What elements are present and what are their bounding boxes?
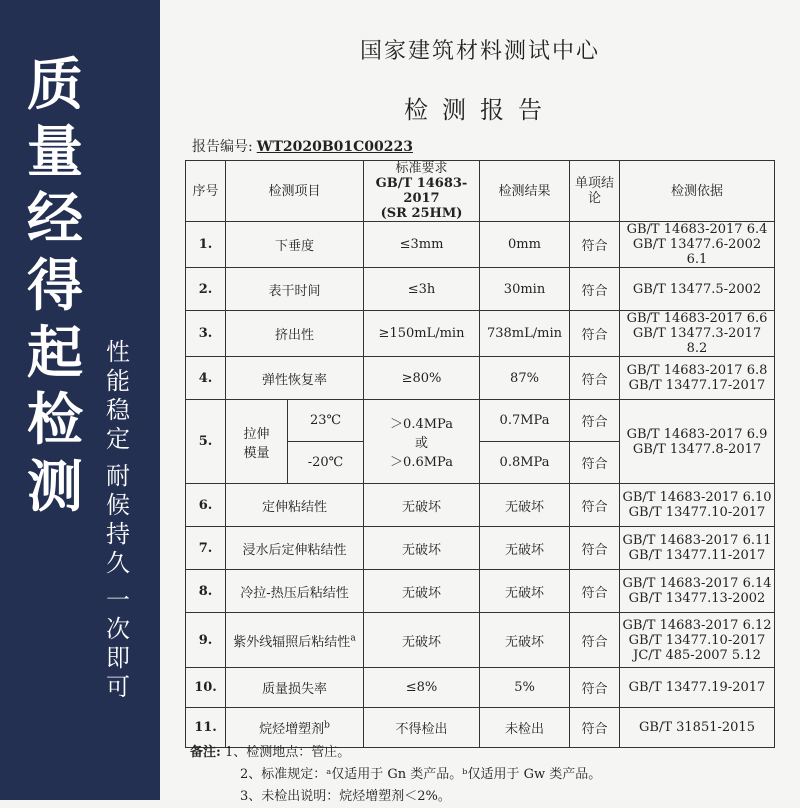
cell-no: 11. [186, 708, 226, 748]
test-results-table [185, 160, 775, 748]
table-row [186, 613, 775, 668]
cell-basis: GB/T 13477.5-2002 [620, 268, 775, 311]
basis-line: GB/T 13477.8-2017 [632, 441, 762, 457]
cell-requirement: 无破坏 [364, 484, 480, 527]
basis-line: GB/T 13477.6-2002 6.1 [632, 237, 762, 267]
cell-item [226, 400, 288, 484]
table-row [186, 484, 775, 527]
table-row [186, 527, 775, 570]
basis-line: GB/T 13477.10-2017 [628, 505, 766, 520]
basis-line: GB/T 13477.17-2017 [628, 378, 766, 393]
cell-no: 3. [186, 311, 226, 357]
header-requirement [364, 161, 480, 222]
sub-char: 能 [106, 367, 130, 395]
basis-line: GB/T 13477.3-2017 8.2 [632, 326, 762, 356]
cell-requirement: 不得检出 [364, 708, 480, 748]
header-no: 序号 [186, 161, 226, 222]
cell-verdict: 符合 [570, 442, 620, 484]
cell-no: 1. [186, 222, 226, 268]
cell-no: 5. [186, 400, 226, 484]
cell-requirement [364, 400, 480, 484]
basis-line: GB/T 13477.13-2002 [628, 591, 766, 606]
note-text: 2、标准规定：ᵃ仅适用于 Gn 类产品。ᵇ仅适用于 Gw 类产品。 [240, 767, 602, 782]
cell-verdict: 符合 [570, 708, 620, 748]
basis-line: GB/T 14683-2017 6.9 [626, 426, 768, 442]
headline-char: 得 [27, 254, 83, 319]
cell-basis [620, 222, 775, 268]
sub-char: 久 [106, 549, 130, 577]
basis-line: JC/T 485-2007 5.12 [633, 647, 761, 663]
cell-result: 0mm [480, 222, 570, 268]
cell-result: 无破坏 [480, 570, 570, 613]
cell-result: 无破坏 [480, 613, 570, 668]
cell-result: 0.8MPa [480, 442, 570, 484]
cell-verdict: 符合 [570, 222, 620, 268]
cell-result: 30min [480, 268, 570, 311]
headline-char: 量 [27, 120, 83, 185]
cell-no: 2. [186, 268, 226, 311]
table-row [186, 311, 775, 357]
cell-requirement: ≤3h [364, 268, 480, 311]
cell-no: 7. [186, 527, 226, 570]
cell-basis [620, 527, 775, 570]
report-title: 检测报告 [404, 96, 556, 124]
basis-line: GB/T 14683-2017 6.12 [622, 617, 772, 633]
cell-temperature: 23℃ [288, 400, 364, 442]
basis-line: GB/T 13477.10-2017 [628, 632, 766, 648]
cell-basis [620, 613, 775, 668]
header-basis: 检测依据 [620, 161, 775, 222]
note-line [190, 742, 601, 764]
cell-item: 表干时间 [226, 268, 364, 311]
sub-char: 定 [106, 425, 130, 453]
cell-requirement: ≤3mm [364, 222, 480, 268]
header-req-line: 标准要求 [395, 161, 448, 176]
sub-char: 性 [106, 338, 130, 366]
cell-requirement: 无破坏 [364, 613, 480, 668]
table-row [186, 400, 775, 442]
cell-no: 9. [186, 613, 226, 668]
subheadline-vertical [103, 338, 133, 702]
cell-result: 无破坏 [480, 484, 570, 527]
table-row [186, 570, 775, 613]
cell-result: 无破坏 [480, 527, 570, 570]
cell-basis: GB/T 31851-2015 [620, 708, 775, 748]
headline-char: 质 [27, 53, 83, 118]
headline-char: 起 [27, 321, 83, 386]
note-text: 3、未检出说明：烷烃增塑剂＜2%。 [240, 789, 451, 804]
cell-basis [620, 570, 775, 613]
basis-line: GB/T 14683-2017 6.10 [622, 490, 772, 505]
cell-result: 0.7MPa [480, 400, 570, 442]
headline-char: 测 [27, 455, 83, 520]
header-verdict: 单项结论 [570, 161, 620, 222]
cell-result: 87% [480, 357, 570, 400]
table-row [186, 357, 775, 400]
cell-verdict: 符合 [570, 400, 620, 442]
headline-char: 检 [27, 388, 83, 453]
basis-line: GB/T 14683-2017 6.6 [626, 311, 768, 326]
note-text: 1、检测地点：管庄。 [224, 745, 351, 760]
report-notes [190, 742, 601, 808]
item-text: 紫外线辐照后粘结性 [233, 634, 351, 650]
cell-verdict: 符合 [570, 484, 620, 527]
footnote-marker: a [350, 633, 356, 644]
cell-requirement: ≤8% [364, 668, 480, 708]
cell-no: 4. [186, 357, 226, 400]
cell-item: 冷拉-热压后粘结性 [226, 570, 364, 613]
cell-verdict: 符合 [570, 570, 620, 613]
cell-basis [620, 400, 775, 484]
sidebar-banner [0, 0, 160, 800]
item-line: 拉伸 [243, 426, 270, 442]
cell-basis [620, 311, 775, 357]
cell-verdict: 符合 [570, 613, 620, 668]
basis-line: GB/T 13477.11-2017 [628, 548, 766, 563]
cell-requirement: 无破坏 [364, 570, 480, 613]
cell-basis: GB/T 13477.19-2017 [620, 668, 775, 708]
cell-requirement: 无破坏 [364, 527, 480, 570]
headline-char: 经 [27, 187, 83, 252]
cell-no: 10. [186, 668, 226, 708]
cell-item: 弹性恢复率 [226, 357, 364, 400]
req-line: 或 [414, 436, 428, 451]
item-text: 烷烃增塑剂 [259, 722, 325, 737]
cell-item [226, 613, 364, 668]
report-organization: 国家建筑材料测试中心 [359, 39, 600, 64]
cell-no: 6. [186, 484, 226, 527]
header-result: 检测结果 [480, 161, 570, 222]
basis-line: GB/T 14683-2017 6.14 [622, 576, 772, 591]
sub-char: 即 [106, 644, 130, 672]
cell-verdict: 符合 [570, 311, 620, 357]
cell-basis [620, 484, 775, 527]
sub-char: 持 [106, 520, 130, 548]
cell-verdict: 符合 [570, 527, 620, 570]
cell-requirement: ≥150mL/min [364, 311, 480, 357]
header-req-line: GB/T 14683-2017 [375, 176, 468, 206]
notes-label: 备注: [190, 745, 221, 760]
table-header-row [186, 161, 775, 222]
basis-line: GB/T 14683-2017 6.4 [626, 222, 768, 237]
cell-result: 未检出 [480, 708, 570, 748]
table-row [186, 222, 775, 268]
cell-result: 738mL/min [480, 311, 570, 357]
header-item: 检测项目 [226, 161, 364, 222]
cell-basis [620, 357, 775, 400]
report-number [192, 136, 413, 156]
sub-char: 次 [106, 615, 130, 643]
header-req-line: (SR 25HM) [380, 206, 463, 221]
sub-char: 候 [106, 491, 130, 519]
cell-item: 质量损失率 [226, 668, 364, 708]
report-number-value: WT2020B01C00223 [256, 139, 413, 155]
sub-char: 可 [106, 673, 130, 701]
cell-verdict: 符合 [570, 668, 620, 708]
footnote-marker: b [324, 720, 330, 731]
table-row [186, 668, 775, 708]
cell-verdict: 符合 [570, 357, 620, 400]
cell-no: 8. [186, 570, 226, 613]
report-number-label: 报告编号: [192, 139, 253, 155]
basis-line: GB/T 14683-2017 6.8 [626, 363, 768, 378]
cell-temperature: -20℃ [288, 442, 364, 484]
req-line: ＞0.4MPa [390, 417, 453, 432]
sub-char: 一 [106, 586, 130, 614]
item-line: 模量 [243, 445, 270, 461]
req-line: ＞0.6MPa [390, 455, 453, 470]
cell-result: 5% [480, 668, 570, 708]
sub-char: 稳 [106, 396, 130, 424]
cell-item: 定伸粘结性 [226, 484, 364, 527]
cell-item: 浸水后定伸粘结性 [226, 527, 364, 570]
cell-requirement: ≥80% [364, 357, 480, 400]
cell-verdict: 符合 [570, 268, 620, 311]
sub-char: 耐 [106, 462, 130, 490]
table-row [186, 268, 775, 311]
cell-item: 下垂度 [226, 222, 364, 268]
cell-item: 挤出性 [226, 311, 364, 357]
headline-vertical [20, 52, 90, 521]
basis-line: GB/T 14683-2017 6.11 [622, 533, 772, 548]
